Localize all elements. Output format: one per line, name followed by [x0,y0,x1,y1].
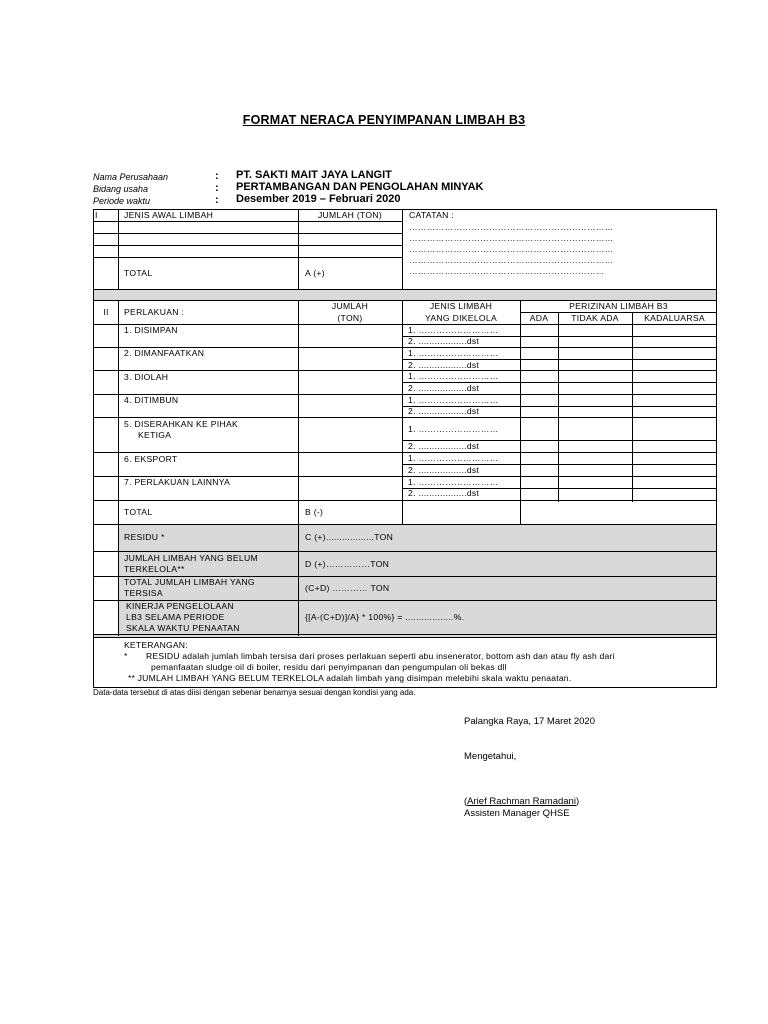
s2-vline [118,300,119,636]
field-value: PERTAMBANGAN DAN PENGOLAHAN MINYAK [236,181,484,193]
jenis-item-2: 2. ..................dst [408,488,480,498]
period-value: Desember 2019 – Februari 2020 [236,193,401,205]
s1-vline [118,209,119,289]
row-line [93,370,717,371]
catatan-dots: …………………………………………………………… [409,244,614,254]
s2-header-end [93,324,717,325]
row-line [93,500,717,501]
catatan-dots: …………………………………………………………… [409,222,614,232]
catatan-dots: ………………………………………………………… [409,266,605,276]
s1-line [93,221,402,222]
col-jenis-awal-limbah: JENIS AWAL LIMBAH [124,210,214,220]
catatan-dots: …………………………………………………………… [409,233,614,243]
belum-terkelola-label-2: TERKELOLA** [124,564,185,574]
kinerja-label-3: SKALA WAKTU PENAATAN [126,623,240,633]
field-label: Bidang usaha [93,184,149,194]
kinerja-value: {[A-(C+D)]/A} * 100%} = ..................%. [305,612,465,622]
belum-terkelola-value: D (+)……………TON [305,559,390,569]
note-1-cont: pemanfaatan sludge oil di boiler, residu dari penyimpanan dan pengumpulan oli bekas dll [151,662,507,672]
section1-number: I [95,210,98,220]
kinerja-label-2: LB3 SELAMA PERIODE [126,612,225,622]
jenis-item-1: 1. ……………………… [408,453,499,463]
jenis-item-1: 1. ……………………… [408,371,499,381]
jenis-item-1: 1. ……………………… [408,325,499,335]
jenis-item-2: 2. ..................dst [408,406,480,416]
jenis-item-1: 1. ……………………… [408,424,499,434]
jenis-item-2: 2. ..................dst [408,336,480,346]
total-tersisa-value: (C+D) ………… TON [305,583,390,593]
signer-close-paren: ) [575,796,580,807]
jenis-item-1: 1. ……………………… [408,477,499,487]
col-perizinan: PERIZINAN LIMBAH B3 [569,301,668,311]
s2-vline [558,312,559,502]
s1-line [93,245,402,246]
s2-vline [298,300,299,636]
document-title: FORMAT NERACA PENYIMPANAN LIMBAH B3 [242,113,526,127]
section2-total-label: TOTAL [124,507,153,517]
section2-total-value: B (-) [305,507,324,517]
signer-title: Assisten Manager QHSE [464,808,570,819]
note-2: ** JUMLAH LIMBAH YANG BELUM TERKELOLA adalah limbah yang disimpan melebihi skala waktu penaatan. [128,673,572,683]
jenis-item-1: 1. ……………………… [408,395,499,405]
col-jenis-limbah: JENIS LIMBAH [429,301,493,311]
s1-vline [402,209,403,289]
col-jumlah-ton: JUMLAH (TON) [317,210,383,220]
perlakuan-lainnya: 7. PERLAKUAN LAINNYA [124,477,231,487]
s2-vline [520,300,521,524]
perlakuan-ditimbun: 4. DITIMBUN [124,395,179,405]
perlakuan-disimpan: 1. DISIMPAN [124,325,178,335]
row-line [93,417,717,418]
company-colon: : [215,170,219,182]
company-value: PT. SAKTI MAIT JAYA LANGIT [236,169,392,181]
statement-text: Data-data tersebut di atas diisi dengan sebenar benarnya sesuai dengan kondisi yang ada. [93,688,416,697]
col-ada: ADA [529,313,549,323]
jenis-item-2: 2. ..................dst [408,360,480,370]
s2-vline [632,312,633,502]
row-line [93,452,717,453]
residu-value: C (+)..................TON [305,532,394,542]
s1-line [93,233,402,234]
col-catatan: CATATAN : [409,210,455,220]
s2-vline [402,300,403,524]
col-yang-dikelola: YANG DIKELOLA [424,313,498,323]
belum-terkelola-label-1: JUMLAH LIMBAH YANG BELUM [124,553,258,563]
col-tidak-ada: TIDAK ADA [571,313,619,323]
period-colon: : [215,194,219,206]
note-1-mark: * [124,651,128,661]
jenis-item-2: 2. ..................dst [408,441,480,451]
period-label: Periode waktu [93,196,151,206]
kinerja-label-1: KINERJA PENGELOLAAN [126,601,234,611]
total-end-line [93,524,717,525]
section1-total-value: A (+) [305,268,325,278]
total-tersisa-label-1: TOTAL JUMLAH LIMBAH YANG [124,577,255,587]
signer-open-paren: ( [464,796,468,807]
jenis-item-2: 2. ..................dst [408,383,480,393]
summary-line [93,637,717,638]
s1-line [93,257,402,258]
place-date: Palangka Raya, 17 Maret 2020 [464,716,595,727]
total-tersisa-label-2: TERSISA [124,588,163,598]
perlakuan-diserahkan-cont: KETIGA [138,430,172,440]
jenis-item-2: 2. ..................dst [408,465,480,475]
company-label: Nama Perusahaan [93,172,169,182]
notes-heading: KETERANGAN: [124,640,188,650]
section2-number: II [103,307,109,317]
signer-name-line [464,796,579,807]
col-perlakuan: PERLAKUAN : [124,307,185,317]
col-jumlah: JUMLAH [331,301,369,311]
jenis-item-1: 1. ……………………… [408,348,499,358]
s1-vline [298,209,299,289]
section1-total-label: TOTAL [124,268,153,278]
field-colon: : [215,182,219,194]
col-kadaluarsa: KADALUARSA [644,313,705,323]
row-line [93,394,717,395]
residu-label: RESIDU * [124,532,165,542]
summary-line [93,551,717,552]
signer-name: Arief Rachman Ramadani [467,796,576,807]
s1-end-line [93,289,717,290]
acknowledged-text: Mengetahui, [464,751,517,762]
catatan-dots: …………………………………………………………… [409,255,614,265]
perlakuan-eksport: 6. EKSPORT [124,454,178,464]
perlakuan-diserahkan: 5. DISERAHKAN KE PIHAK [124,419,239,429]
col-jumlah-ton: (TON) [337,313,363,323]
note-1-text: RESIDU adalah jumlah limbah tersisa dari proses perlakuan seperti abu insenerator, bottom ash dan atau fly ash dari [146,651,615,661]
summary-line [93,634,717,635]
perlakuan-diolah: 3. DIOLAH [124,372,169,382]
perlakuan-dimanfaatkan: 2. DIMANFAATKAN [124,348,205,358]
